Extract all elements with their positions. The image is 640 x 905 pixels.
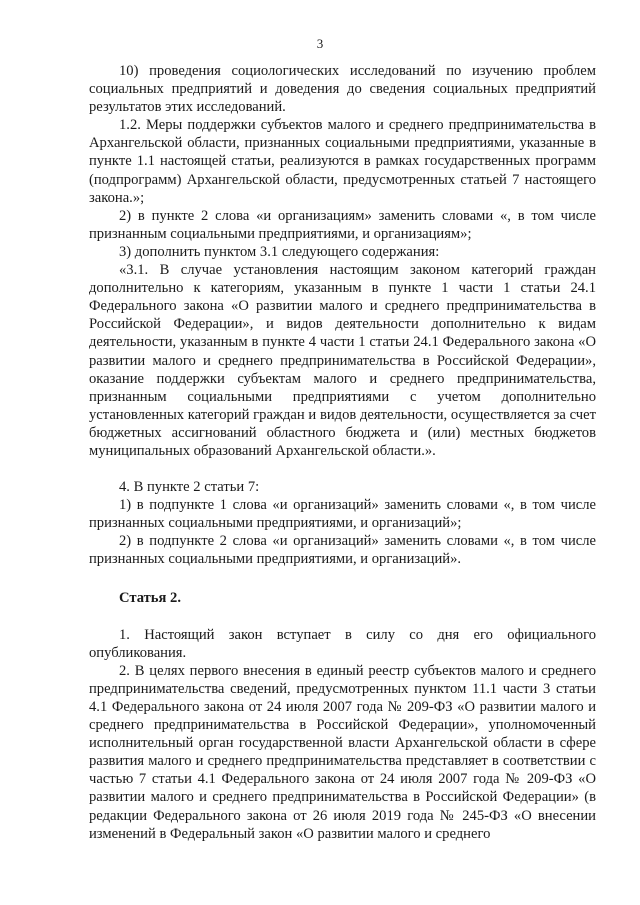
paragraph: 1.2. Меры поддержки субъектов малого и среднего предпринимательства в Архангельской области, признанных социальными предприятиями, указанные в пункте 1.1 настоящей статьи, реализуются в рамках государственных программ (подпрограмм) Архангельской области, предусмотренных статьей 7 настоящего закона.»; xyxy=(89,117,596,206)
paragraph: 2) в подпункте 2 слова «и организаций» заменить словами «, в том числе признанных социальными предприятиями, и организаций». xyxy=(89,533,596,568)
paragraph: 10) проведения социологических исследований по изучению проблем социальных предприятий и доведения до сведения социальных предприятий результатов этих исследований. xyxy=(89,63,596,116)
page-number: 3 xyxy=(316,36,324,51)
paragraph: 1) в подпункте 1 слова «и организаций» заменить словами «, в том числе признанных социальными предприятиями, и организаций»; xyxy=(89,497,596,532)
paragraph: «3.1. В случае установления настоящим законом категорий граждан дополнительно к категориям, указанным в пункте 1 части 1 статьи 24.1 Федерального закона «О развитии малого и среднего предпринимательства в Российской Федерации», и видов деятельности дополнительно к видам деятельности, указанным в пункте 4 части 1 статьи 24.1 Федерального закона «О развитии малого и среднего предпринимательства в Российской Федерации», оказание поддержки субъектам малого и среднего предпринимательства, признанным социальными предприятиями с учетом дополнительно установленных категорий граждан и видов деятельности, осуществляется за счет бюджетных ассигнований областного бюджета и (или) местных бюджетов муниципальных образований Архангельской области.». xyxy=(89,262,596,459)
paragraph: 3) дополнить пунктом 3.1 следующего содержания: xyxy=(119,243,440,260)
paragraph: 4. В пункте 2 статьи 7: xyxy=(119,479,260,496)
document-body xyxy=(89,62,596,843)
paragraph: 2) в пункте 2 слова «и организациям» заменить словами «, в том числе признанным социальными предприятиями, и организациям»; xyxy=(89,207,596,242)
paragraph: 1. Настоящий закон вступает в силу со дня его официального опубликования. xyxy=(89,626,596,661)
paragraph: 2. В целях первого внесения в единый реестр субъектов малого и среднего предпринимательства сведений, предусмотренных пунктом 11.1 части 3 статьи 4.1 Федерального закона от 24 июля 2007 года № 209-ФЗ «О развитии малого и среднего предпринимательства в Российской Федерации», уполномоченный исполнительный орган государственной власти Архангельской области в сфере развития малого и среднего предпринимательства представляет в соответствии с частью 7 статьи 4.1 Федерального закона от 24 июля 2007 года № 209-ФЗ «О развитии малого и среднего предпринимательства в Российской Федерации» (в редакции Федерального закона от 26 июля 2019 года № 245-ФЗ «О внесении изменений в Федеральный закон «О развитии малого и среднего xyxy=(89,662,596,842)
article-heading: Статья 2. xyxy=(119,589,181,606)
